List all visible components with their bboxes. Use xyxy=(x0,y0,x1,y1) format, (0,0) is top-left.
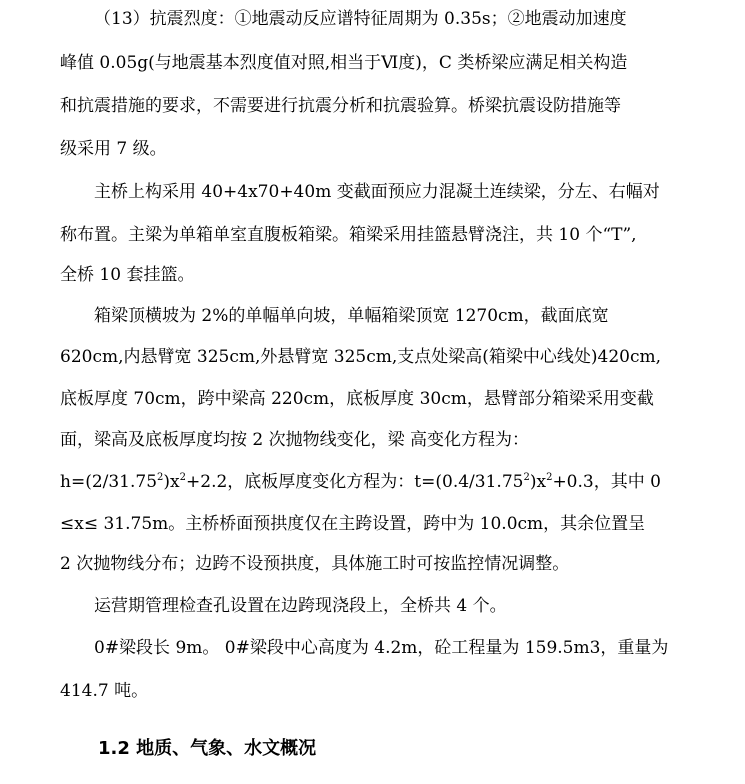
equation-height-part: h=(2/31.75 xyxy=(60,472,158,492)
paragraph-seismic-line-4: 级采用 7 级。 xyxy=(60,139,167,159)
paragraph-segment-line-2: 414.7 吨。 xyxy=(60,681,149,701)
paragraph-box-girder-line-6: ≤x≤ 31.75m。主桥桥面预拱度仅在主跨设置，跨中为 10.0cm，其余位置呈 xyxy=(60,514,646,534)
paragraph-superstructure-line-1: 主桥上构采用 40+4x70+40m 变截面预应力混凝土连续梁，分左、右幅对 xyxy=(94,182,660,202)
paragraph-superstructure-line-3: 全桥 10 套挂篮。 xyxy=(60,265,195,285)
equation-thickness-part: +2.2，底板厚度变化方程为：t=(0.4/31.75 xyxy=(186,472,524,492)
superscript: 2 xyxy=(157,472,164,483)
paragraph-superstructure-line-2: 称布置。主梁为单箱单室直腹板箱梁。箱梁采用挂篮悬臂浇注，共 10 个“T”, xyxy=(60,225,637,245)
equation-height-part: )x xyxy=(163,472,180,492)
superscript: 2 xyxy=(523,472,530,483)
superscript: 2 xyxy=(546,472,553,483)
paragraph-seismic-line-1: （13）抗震烈度：①地震动反应谱特征周期为 0.35s；②地震动加速度 xyxy=(94,9,627,29)
paragraph-seismic-line-3: 和抗震措施的要求，不需要进行抗震分析和抗震验算。桥梁抗震设防措施等 xyxy=(60,96,621,116)
equation-thickness-part: )x xyxy=(529,472,547,492)
equation-tail: +0.3，其中 0 xyxy=(552,472,661,492)
paragraph-box-girder-line-1: 箱梁顶横坡为 2%的单幅单向坡，单幅箱梁顶宽 1270cm，截面底宽 xyxy=(94,306,609,326)
paragraph-box-girder-line-3: 底板厚度 70cm，跨中梁高 220cm，底板厚度 30cm，悬臂部分箱梁采用变截 xyxy=(60,389,654,409)
paragraph-seismic-line-2: 峰值 0.05g(与地震基本烈度值对照,相当于Ⅵ度)，C 类桥梁应满足相关构造 xyxy=(60,53,628,73)
paragraph-segment-line-1: 0#梁段长 9m。 0#梁段中心高度为 4.2m，砼工程量为 159.5m3，重量为 xyxy=(94,638,669,658)
paragraph-box-girder-line-2: 620cm,内悬臂宽 325cm,外悬臂宽 325cm,支点处梁高(箱梁中心线处)420cm, xyxy=(60,347,662,367)
section-heading: 1.2 地质、气象、水文概况 xyxy=(98,738,317,759)
paragraph-box-girder-line-4: 面，梁高及底板厚度均按 2 次抛物线变化，梁 高变化方程为： xyxy=(60,430,530,450)
paragraph-inspection-line-1: 运营期管理检查孔设置在边跨现浇段上，全桥共 4 个。 xyxy=(94,596,507,616)
paragraph-box-girder-line-5-equation xyxy=(60,470,685,494)
superscript: 2 xyxy=(179,472,187,483)
paragraph-box-girder-line-7: 2 次抛物线分布；边跨不设预拱度，具体施工时可按监控情况调整。 xyxy=(60,554,570,574)
